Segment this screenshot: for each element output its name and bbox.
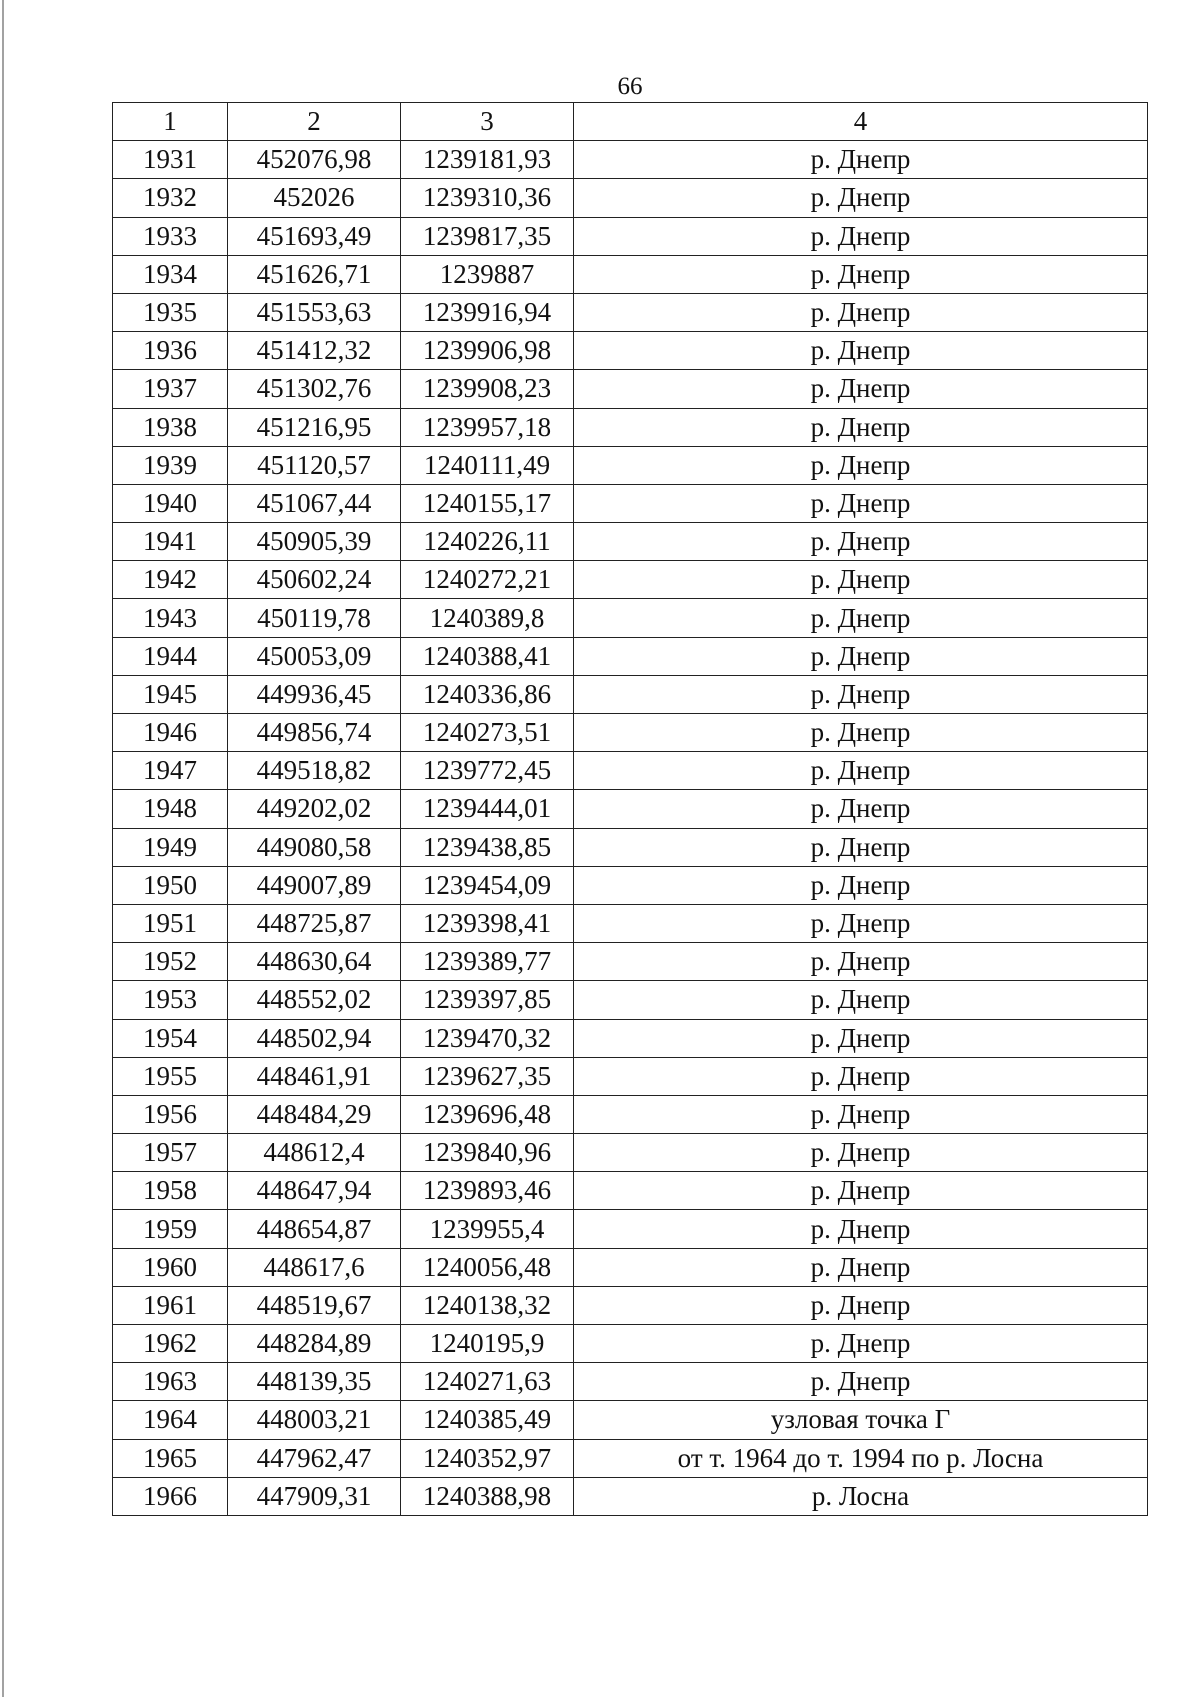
point-number-cell: 1951 (113, 904, 228, 942)
point-number-cell: 1932 (113, 179, 228, 217)
table-row (113, 1095, 1148, 1133)
y-coordinate-cell: 1239772,45 (401, 752, 574, 790)
x-coordinate-cell: 448484,29 (228, 1095, 401, 1133)
table-body (113, 141, 1148, 1516)
point-number-cell: 1962 (113, 1325, 228, 1363)
table-row (113, 179, 1148, 217)
point-number-cell: 1935 (113, 293, 228, 331)
point-number-cell: 1944 (113, 637, 228, 675)
x-coordinate-cell: 451553,63 (228, 293, 401, 331)
y-coordinate-cell: 1239181,93 (401, 141, 574, 179)
point-number-cell: 1961 (113, 1286, 228, 1324)
table-row (113, 1057, 1148, 1095)
point-number-cell: 1963 (113, 1363, 228, 1401)
boundary-description-cell: р. Днепр (574, 179, 1148, 217)
y-coordinate-cell: 1239470,32 (401, 1019, 574, 1057)
coordinates-table (112, 102, 1148, 1516)
y-coordinate-cell: 1239887 (401, 255, 574, 293)
x-coordinate-cell: 451302,76 (228, 370, 401, 408)
boundary-description-cell: р. Днепр (574, 141, 1148, 179)
y-coordinate-cell: 1240389,8 (401, 599, 574, 637)
boundary-description-cell: р. Днепр (574, 484, 1148, 522)
point-number-cell: 1964 (113, 1401, 228, 1439)
y-coordinate-cell: 1239893,46 (401, 1172, 574, 1210)
point-number-cell: 1953 (113, 981, 228, 1019)
table-row (113, 714, 1148, 752)
table-row (113, 1325, 1148, 1363)
x-coordinate-cell: 451626,71 (228, 255, 401, 293)
boundary-description-cell: р. Днепр (574, 790, 1148, 828)
table-row (113, 1401, 1148, 1439)
boundary-description-cell: р. Днепр (574, 1325, 1148, 1363)
x-coordinate-cell: 450905,39 (228, 523, 401, 561)
y-coordinate-cell: 1240155,17 (401, 484, 574, 522)
page-number: 66 (617, 73, 643, 100)
x-coordinate-cell: 450602,24 (228, 561, 401, 599)
table-row (113, 141, 1148, 179)
boundary-description-cell: р. Днепр (574, 828, 1148, 866)
table-row (113, 293, 1148, 331)
x-coordinate-cell: 451412,32 (228, 332, 401, 370)
point-number-cell: 1958 (113, 1172, 228, 1210)
y-coordinate-cell: 1240272,21 (401, 561, 574, 599)
boundary-description-cell: р. Днепр (574, 675, 1148, 713)
point-number-cell: 1936 (113, 332, 228, 370)
boundary-description-cell: р. Днепр (574, 446, 1148, 484)
table-row (113, 752, 1148, 790)
x-coordinate-cell: 448654,87 (228, 1210, 401, 1248)
table-row (113, 446, 1148, 484)
point-number-cell: 1946 (113, 714, 228, 752)
table-row (113, 561, 1148, 599)
table-row (113, 523, 1148, 561)
x-coordinate-cell: 451693,49 (228, 217, 401, 255)
y-coordinate-cell: 1239627,35 (401, 1057, 574, 1095)
x-coordinate-cell: 452026 (228, 179, 401, 217)
y-coordinate-cell: 1240352,97 (401, 1439, 574, 1477)
x-coordinate-cell: 449936,45 (228, 675, 401, 713)
boundary-description-cell: р. Днепр (574, 1363, 1148, 1401)
table-row (113, 1019, 1148, 1057)
x-coordinate-cell: 449202,02 (228, 790, 401, 828)
table-row (113, 943, 1148, 981)
x-coordinate-cell: 449007,89 (228, 866, 401, 904)
point-number-cell: 1950 (113, 866, 228, 904)
x-coordinate-cell: 451216,95 (228, 408, 401, 446)
boundary-description-cell: р. Днепр (574, 217, 1148, 255)
boundary-description-cell: р. Днепр (574, 293, 1148, 331)
boundary-description-cell: р. Днепр (574, 332, 1148, 370)
point-number-cell: 1933 (113, 217, 228, 255)
y-coordinate-cell: 1239957,18 (401, 408, 574, 446)
boundary-description-cell: р. Днепр (574, 255, 1148, 293)
table-row (113, 866, 1148, 904)
y-coordinate-cell: 1239310,36 (401, 179, 574, 217)
point-number-cell: 1966 (113, 1477, 228, 1515)
boundary-description-cell: р. Днепр (574, 714, 1148, 752)
table-row (113, 904, 1148, 942)
table-row (113, 408, 1148, 446)
table-row (113, 370, 1148, 408)
x-coordinate-cell: 449518,82 (228, 752, 401, 790)
table-row (113, 1477, 1148, 1515)
point-number-cell: 1949 (113, 828, 228, 866)
point-number-cell: 1945 (113, 675, 228, 713)
column-header-1: 1 (113, 103, 228, 141)
table-header-row (113, 103, 1148, 141)
boundary-description-cell: р. Днепр (574, 1057, 1148, 1095)
point-number-cell: 1956 (113, 1095, 228, 1133)
point-number-cell: 1931 (113, 141, 228, 179)
table-row (113, 675, 1148, 713)
x-coordinate-cell: 449856,74 (228, 714, 401, 752)
y-coordinate-cell: 1240138,32 (401, 1286, 574, 1324)
y-coordinate-cell: 1239817,35 (401, 217, 574, 255)
boundary-description-cell: р. Днепр (574, 866, 1148, 904)
boundary-description-cell: р. Днепр (574, 561, 1148, 599)
point-number-cell: 1960 (113, 1248, 228, 1286)
x-coordinate-cell: 450053,09 (228, 637, 401, 675)
boundary-description-cell: р. Днепр (574, 523, 1148, 561)
x-coordinate-cell: 452076,98 (228, 141, 401, 179)
x-coordinate-cell: 447962,47 (228, 1439, 401, 1477)
table-row (113, 599, 1148, 637)
y-coordinate-cell: 1239906,98 (401, 332, 574, 370)
y-coordinate-cell: 1240195,9 (401, 1325, 574, 1363)
table-row (113, 332, 1148, 370)
y-coordinate-cell: 1240385,49 (401, 1401, 574, 1439)
point-number-cell: 1937 (113, 370, 228, 408)
y-coordinate-cell: 1239398,41 (401, 904, 574, 942)
table-row (113, 981, 1148, 1019)
y-coordinate-cell: 1240388,41 (401, 637, 574, 675)
x-coordinate-cell: 448617,6 (228, 1248, 401, 1286)
x-coordinate-cell: 448461,91 (228, 1057, 401, 1095)
table-row (113, 255, 1148, 293)
point-number-cell: 1940 (113, 484, 228, 522)
table-row (113, 1172, 1148, 1210)
boundary-description-cell: узловая точка Г (574, 1401, 1148, 1439)
x-coordinate-cell: 448612,4 (228, 1134, 401, 1172)
point-number-cell: 1938 (113, 408, 228, 446)
x-coordinate-cell: 448552,02 (228, 981, 401, 1019)
table-row (113, 790, 1148, 828)
boundary-description-cell: р. Днепр (574, 752, 1148, 790)
boundary-description-cell: р. Днепр (574, 1019, 1148, 1057)
y-coordinate-cell: 1240111,49 (401, 446, 574, 484)
table-row (113, 1363, 1148, 1401)
boundary-description-cell: р. Днепр (574, 599, 1148, 637)
boundary-description-cell: р. Днепр (574, 370, 1148, 408)
y-coordinate-cell: 1239397,85 (401, 981, 574, 1019)
x-coordinate-cell: 448630,64 (228, 943, 401, 981)
x-coordinate-cell: 451067,44 (228, 484, 401, 522)
boundary-description-cell: р. Днепр (574, 1134, 1148, 1172)
y-coordinate-cell: 1240271,63 (401, 1363, 574, 1401)
boundary-description-cell: р. Днепр (574, 1210, 1148, 1248)
column-header-2: 2 (228, 103, 401, 141)
x-coordinate-cell: 447909,31 (228, 1477, 401, 1515)
x-coordinate-cell: 448725,87 (228, 904, 401, 942)
point-number-cell: 1939 (113, 446, 228, 484)
table-row (113, 637, 1148, 675)
boundary-description-cell: р. Днепр (574, 408, 1148, 446)
boundary-description-cell: р. Днепр (574, 1286, 1148, 1324)
point-number-cell: 1941 (113, 523, 228, 561)
point-number-cell: 1959 (113, 1210, 228, 1248)
point-number-cell: 1965 (113, 1439, 228, 1477)
point-number-cell: 1934 (113, 255, 228, 293)
y-coordinate-cell: 1239438,85 (401, 828, 574, 866)
y-coordinate-cell: 1239908,23 (401, 370, 574, 408)
table-row (113, 1134, 1148, 1172)
x-coordinate-cell: 448139,35 (228, 1363, 401, 1401)
x-coordinate-cell: 448647,94 (228, 1172, 401, 1210)
point-number-cell: 1955 (113, 1057, 228, 1095)
y-coordinate-cell: 1240226,11 (401, 523, 574, 561)
point-number-cell: 1957 (113, 1134, 228, 1172)
boundary-description-cell: р. Днепр (574, 904, 1148, 942)
x-coordinate-cell: 448003,21 (228, 1401, 401, 1439)
boundary-description-cell: от т. 1964 до т. 1994 по р. Лосна (574, 1439, 1148, 1477)
boundary-description-cell: р. Днепр (574, 943, 1148, 981)
table-row (113, 1286, 1148, 1324)
x-coordinate-cell: 450119,78 (228, 599, 401, 637)
y-coordinate-cell: 1239389,77 (401, 943, 574, 981)
table-row (113, 1439, 1148, 1477)
y-coordinate-cell: 1239955,4 (401, 1210, 574, 1248)
y-coordinate-cell: 1240336,86 (401, 675, 574, 713)
x-coordinate-cell: 448284,89 (228, 1325, 401, 1363)
table-row (113, 1248, 1148, 1286)
table-row (113, 1210, 1148, 1248)
table-row (113, 217, 1148, 255)
y-coordinate-cell: 1240273,51 (401, 714, 574, 752)
y-coordinate-cell: 1240056,48 (401, 1248, 574, 1286)
y-coordinate-cell: 1239916,94 (401, 293, 574, 331)
table-row (113, 484, 1148, 522)
point-number-cell: 1948 (113, 790, 228, 828)
y-coordinate-cell: 1239444,01 (401, 790, 574, 828)
point-number-cell: 1954 (113, 1019, 228, 1057)
point-number-cell: 1942 (113, 561, 228, 599)
table-row (113, 828, 1148, 866)
point-number-cell: 1947 (113, 752, 228, 790)
x-coordinate-cell: 448502,94 (228, 1019, 401, 1057)
y-coordinate-cell: 1240388,98 (401, 1477, 574, 1515)
x-coordinate-cell: 449080,58 (228, 828, 401, 866)
boundary-description-cell: р. Днепр (574, 1095, 1148, 1133)
boundary-description-cell: р. Днепр (574, 981, 1148, 1019)
boundary-description-cell: р. Лосна (574, 1477, 1148, 1515)
boundary-description-cell: р. Днепр (574, 1248, 1148, 1286)
scan-edge-line (2, 0, 4, 1697)
column-header-3: 3 (401, 103, 574, 141)
x-coordinate-cell: 448519,67 (228, 1286, 401, 1324)
boundary-description-cell: р. Днепр (574, 637, 1148, 675)
y-coordinate-cell: 1239840,96 (401, 1134, 574, 1172)
point-number-cell: 1952 (113, 943, 228, 981)
y-coordinate-cell: 1239454,09 (401, 866, 574, 904)
y-coordinate-cell: 1239696,48 (401, 1095, 574, 1133)
column-header-4: 4 (574, 103, 1148, 141)
x-coordinate-cell: 451120,57 (228, 446, 401, 484)
point-number-cell: 1943 (113, 599, 228, 637)
boundary-description-cell: р. Днепр (574, 1172, 1148, 1210)
